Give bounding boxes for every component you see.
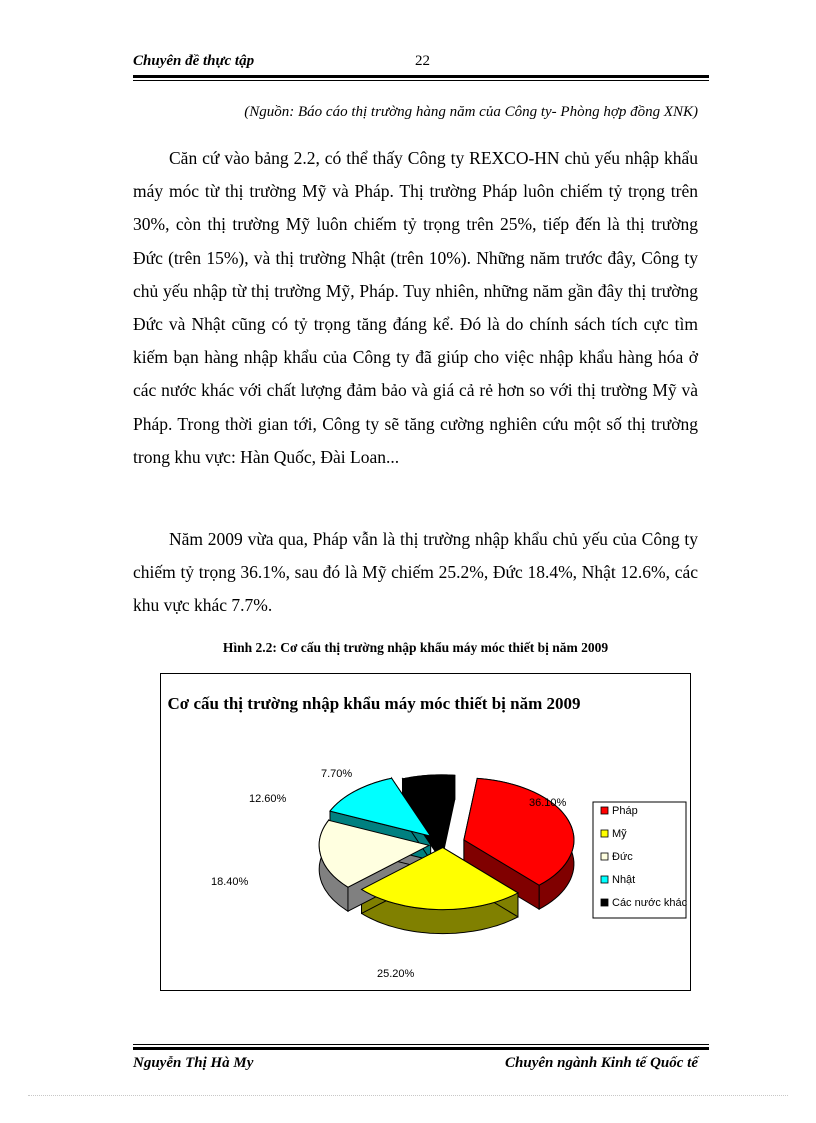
- legend-swatch: [601, 807, 608, 814]
- pie-chart: [161, 674, 690, 990]
- legend-swatch: [601, 830, 608, 837]
- legend-swatch: [601, 899, 608, 906]
- legend-item: Pháp: [612, 805, 638, 817]
- legend-item: Các nước khác: [612, 897, 688, 909]
- paragraph-1: [133, 142, 698, 474]
- pie-value-label: 36.10%: [529, 797, 567, 809]
- paragraph-2-text: Năm 2009 vừa qua, Pháp vẫn là thị trường nhập khẩu chủ yếu của Công ty chiếm tỷ trọng 36.1%, sau đó là Mỹ chiếm 25.2%, Đức 18.4%, Nhật 12.6%, các khu vực khác 7.7%.: [133, 529, 698, 616]
- legend-swatch: [601, 876, 608, 883]
- pie-value-label: 12.60%: [249, 793, 287, 805]
- pie-chart-frame: [160, 673, 691, 991]
- paragraph-2: [133, 523, 698, 623]
- pie-value-label: 18.40%: [211, 876, 249, 888]
- pie-value-label: 7.70%: [321, 768, 353, 780]
- legend-swatch: [601, 853, 608, 860]
- pie-value-label: 25.20%: [377, 968, 415, 980]
- footer-rule-thin: [133, 1044, 709, 1045]
- legend-item: Mỹ: [612, 828, 627, 840]
- page-edge-dotted-line: [28, 1095, 788, 1096]
- paragraph-1-text: Căn cứ vào bảng 2.2, có thể thấy Công ty REXCO-HN chủ yếu nhập khẩu máy móc từ thị trường Mỹ và Pháp. Thị trường Pháp luôn chiếm tỷ trọng trên 30%, còn thị trường Mỹ luôn chiếm tỷ trọng trên 25%, tiếp đến là thị trường Đức (trên 15%), và thị trường Nhật (trên 10%). Những năm trước đây, Công ty chủ yếu nhập từ thị trường Mỹ, Pháp. Tuy nhiên, những năm gần đây thị trường Đức và Nhật cũng có tỷ trọng tăng đáng kể. Đó là do chính sách tích cực tìm kiếm bạn hàng nhập khẩu của Công ty đã giúp cho việc nhập khẩu hàng hóa ở các nước khác với chất lượng đảm bảo và giá cả rẻ hơn so với thị trường Mỹ và Pháp. Trong thời gian tới, Công ty sẽ tăng cường nghiên cứu một số thị trường trong khu vực: Hàn Quốc, Đài Loan...: [133, 148, 698, 467]
- page-number: 22: [415, 53, 430, 69]
- chart-title: Cơ cấu thị trường nhập khẩu máy móc thiết bị năm 2009: [167, 694, 581, 713]
- legend-item: Nhật: [612, 874, 636, 886]
- source-note: (Nguồn: Báo cáo thị trường hàng năm của Công ty- Phòng hợp đồng XNK): [244, 104, 698, 120]
- page-header: [133, 50, 709, 76]
- header-rule-thin: [133, 80, 709, 81]
- header-rule: [133, 75, 709, 78]
- footer-author: Nguyễn Thị Hà My: [133, 1055, 254, 1071]
- chart-legend: [593, 802, 688, 918]
- figure-caption: Hình 2.2: Cơ cấu thị trường nhập khẩu máy móc thiết bị năm 2009: [222, 640, 609, 655]
- header-title: Chuyên đề thực tập: [133, 53, 255, 69]
- footer-major: Chuyên ngành Kinh tế Quốc tế: [505, 1055, 698, 1071]
- footer-rule: [133, 1047, 709, 1050]
- legend-item: Đức: [612, 851, 633, 863]
